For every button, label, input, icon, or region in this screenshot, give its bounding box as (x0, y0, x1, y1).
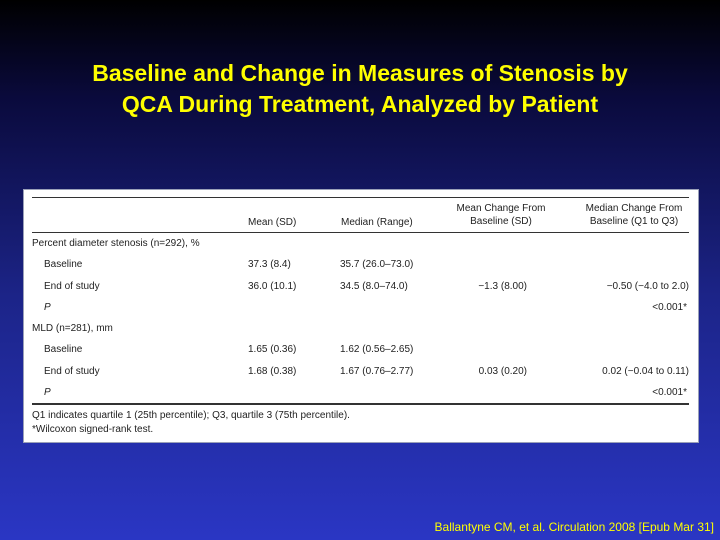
cell-mean-change: −1.3 (8.00) (478, 280, 527, 292)
row-label-p: P (44, 387, 51, 399)
row-label: End of study (44, 280, 100, 292)
table-body (32, 197, 689, 437)
title-line-2: QCA During Treatment, Analyzed by Patient (121, 91, 599, 117)
header-median-range: Median (Range) (341, 217, 413, 228)
header-mean-change-line1: Mean Change From (456, 203, 546, 214)
header-median-change-line2: Baseline (Q1 to Q3) (589, 216, 679, 227)
cell-p-value: <0.001* (652, 301, 687, 313)
cell-mean-sd: 1.65 (0.36) (248, 344, 297, 356)
cell-mean-change: 0.03 (0.20) (478, 365, 527, 377)
footnote-1: Q1 indicates quartile 1 (25th percentile); Q3, quartile 3 (75th percentile). (32, 410, 350, 422)
section2-label: MLD (n=281), mm (32, 323, 113, 335)
cell-median-change: 0.02 (−0.04 to 0.11) (602, 365, 689, 377)
cell-median-range: 1.67 (0.76–2.77) (340, 365, 414, 377)
table-row (32, 339, 689, 360)
stenosis-table (23, 189, 699, 443)
header-median-change (579, 202, 689, 228)
section-label-row (32, 318, 689, 339)
citation: Ballantyne CM, et al. Circulation 2008 [Epub Mar 31] (434, 520, 714, 534)
table-header (32, 198, 689, 232)
table-row (32, 297, 689, 318)
cell-p-value: <0.001* (652, 387, 687, 399)
table-row (32, 276, 689, 297)
cell-mean-sd: 37.3 (8.4) (248, 259, 291, 271)
table-row (32, 361, 689, 382)
table-footnotes (32, 405, 689, 437)
slide-title (0, 58, 720, 120)
header-median-change-line1: Median Change From (585, 203, 683, 214)
cell-mean-sd: 36.0 (10.1) (248, 280, 297, 292)
header-mean-sd: Mean (SD) (248, 217, 297, 228)
footnote-2: *Wilcoxon signed-rank test. (32, 424, 154, 436)
row-label: Baseline (44, 344, 83, 356)
row-label: End of study (44, 365, 100, 377)
cell-median-range: 34.5 (8.0–74.0) (340, 280, 408, 292)
section-label-row (32, 233, 689, 254)
title-line-1: Baseline and Change in Measures of Stenosis by (92, 60, 628, 86)
header-mean-change (446, 202, 556, 228)
row-label-p: P (44, 301, 51, 313)
header-mean-change-line2: Baseline (SD) (470, 216, 532, 227)
cell-median-range: 1.62 (0.56–2.65) (340, 344, 414, 356)
cell-median-range: 35.7 (26.0–73.0) (340, 259, 414, 271)
table-row (32, 382, 689, 403)
table-row (32, 254, 689, 275)
cell-mean-sd: 1.68 (0.38) (248, 365, 297, 377)
section1-label: Percent diameter stenosis (n=292), % (32, 238, 200, 249)
row-label: Baseline (44, 259, 83, 271)
cell-median-change: −0.50 (−4.0 to 2.0) (606, 280, 689, 292)
